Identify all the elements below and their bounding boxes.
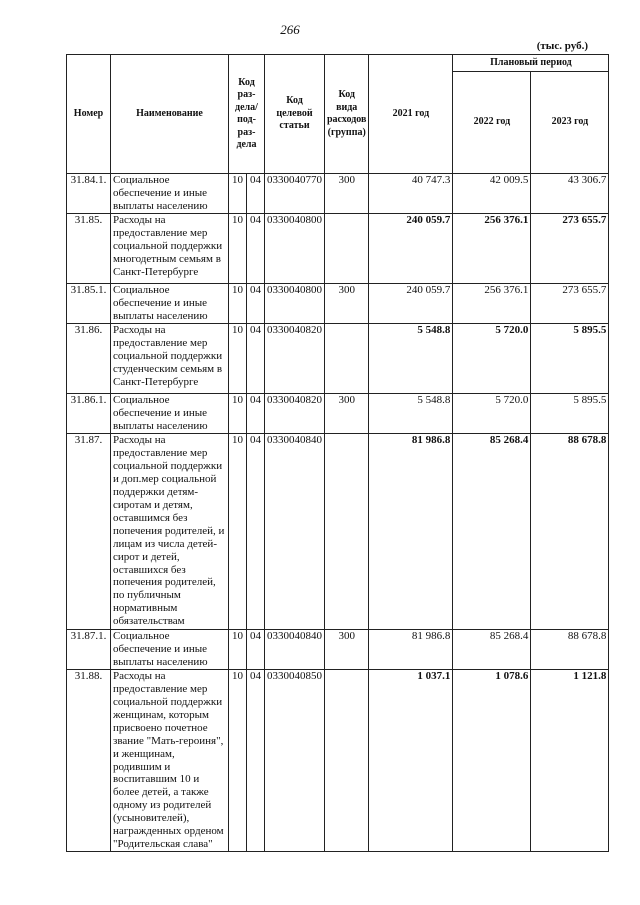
row-2021: 81 986.8 xyxy=(369,433,453,629)
row-kcs: 0330040770 xyxy=(265,174,325,214)
header-kvr: Код вида расходов (группа) xyxy=(325,55,369,174)
units-note: (тыс. руб.) xyxy=(536,40,588,52)
table-row xyxy=(67,393,609,433)
row-razdel: 10 xyxy=(229,433,247,629)
row-2022: 5 720.0 xyxy=(453,323,531,393)
row-kvr: 300 xyxy=(325,393,369,433)
row-number: 31.85. xyxy=(67,214,111,284)
row-2022: 1 078.6 xyxy=(453,669,531,852)
row-kcs: 0330040800 xyxy=(265,284,325,324)
row-2021: 1 037.1 xyxy=(369,669,453,852)
header-plan-period: Плановый период xyxy=(453,55,609,72)
row-razdel: 10 xyxy=(229,323,247,393)
row-kcs: 0330040840 xyxy=(265,629,325,669)
table-row xyxy=(67,669,609,852)
row-2021: 240 059.7 xyxy=(369,284,453,324)
header-razdel: Код раз-дела/ под-раз-дела xyxy=(229,55,265,174)
row-kcs: 0330040820 xyxy=(265,323,325,393)
row-kcs: 0330040840 xyxy=(265,433,325,629)
row-podrazdel: 04 xyxy=(247,433,265,629)
row-kcs: 0330040800 xyxy=(265,214,325,284)
row-2023: 273 655.7 xyxy=(531,214,609,284)
row-name: Социальное обеспечение и иные выплаты населению xyxy=(111,629,229,669)
row-podrazdel: 04 xyxy=(247,629,265,669)
row-number: 31.86.1. xyxy=(67,393,111,433)
table-row xyxy=(67,433,609,629)
row-podrazdel: 04 xyxy=(247,284,265,324)
row-number: 31.87. xyxy=(67,433,111,629)
row-2022: 42 009.5 xyxy=(453,174,531,214)
row-2023: 43 306.7 xyxy=(531,174,609,214)
row-2022: 5 720.0 xyxy=(453,393,531,433)
row-2022: 256 376.1 xyxy=(453,214,531,284)
table-row xyxy=(67,323,609,393)
row-name: Социальное обеспечение и иные выплаты населению xyxy=(111,284,229,324)
row-name: Расходы на предоставление мер социальной поддержки студенческим семьям в Санкт-Петербурге xyxy=(111,323,229,393)
row-name: Расходы на предоставление мер социальной поддержки женщинам, которым присвоено почетное звание "Мать-героиня", и женщинам, родившим и воспитавшим 10 и более детей, а также одному из родителей (усыновителей), награжденных орденом "Родительская слава" xyxy=(111,669,229,852)
row-podrazdel: 04 xyxy=(247,323,265,393)
header-name: Наименование xyxy=(111,55,229,174)
row-kvr xyxy=(325,669,369,852)
row-2022: 256 376.1 xyxy=(453,284,531,324)
row-kvr: 300 xyxy=(325,284,369,324)
row-razdel: 10 xyxy=(229,174,247,214)
table-row xyxy=(67,284,609,324)
row-razdel: 10 xyxy=(229,214,247,284)
row-podrazdel: 04 xyxy=(247,669,265,852)
row-kvr xyxy=(325,214,369,284)
header-row-1 xyxy=(67,55,609,72)
row-2023: 88 678.8 xyxy=(531,433,609,629)
row-razdel: 10 xyxy=(229,393,247,433)
row-2023: 5 895.5 xyxy=(531,393,609,433)
header-2022: 2022 год xyxy=(453,72,531,174)
row-2023: 88 678.8 xyxy=(531,629,609,669)
row-podrazdel: 04 xyxy=(247,214,265,284)
table-row xyxy=(67,214,609,284)
row-name: Расходы на предоставление мер социальной поддержки и доп.мер социальной поддержки детям-сиротам и детям, оставшимся без попечения родителей, и лицам из числа детей-сирот и детей, оставшихся без попечения родителей, по публичным нормативным обязательствам xyxy=(111,433,229,629)
row-2021: 40 747.3 xyxy=(369,174,453,214)
header-2023: 2023 год xyxy=(531,72,609,174)
header-kcs: Код целевой статьи xyxy=(265,55,325,174)
row-2023: 273 655.7 xyxy=(531,284,609,324)
row-name: Расходы на предоставление мер социальной поддержки многодетным семьям в Санкт-Петербурге xyxy=(111,214,229,284)
row-razdel: 10 xyxy=(229,629,247,669)
row-2021: 240 059.7 xyxy=(369,214,453,284)
row-number: 31.87.1. xyxy=(67,629,111,669)
row-2021: 5 548.8 xyxy=(369,393,453,433)
row-2021: 81 986.8 xyxy=(369,629,453,669)
row-razdel: 10 xyxy=(229,669,247,852)
row-2021: 5 548.8 xyxy=(369,323,453,393)
row-kvr xyxy=(325,433,369,629)
row-2023: 1 121.8 xyxy=(531,669,609,852)
row-name: Социальное обеспечение и иные выплаты населению xyxy=(111,174,229,214)
row-number: 31.84.1. xyxy=(67,174,111,214)
row-2022: 85 268.4 xyxy=(453,629,531,669)
row-name: Социальное обеспечение и иные выплаты населению xyxy=(111,393,229,433)
page-number: 266 xyxy=(280,22,300,37)
table-row xyxy=(67,629,609,669)
row-podrazdel: 04 xyxy=(247,174,265,214)
row-podrazdel: 04 xyxy=(247,393,265,433)
row-kcs: 0330040820 xyxy=(265,393,325,433)
row-kcs: 0330040850 xyxy=(265,669,325,852)
header-num: Номер xyxy=(67,55,111,174)
row-2023: 5 895.5 xyxy=(531,323,609,393)
row-kvr: 300 xyxy=(325,174,369,214)
row-kvr xyxy=(325,323,369,393)
row-number: 31.85.1. xyxy=(67,284,111,324)
budget-table xyxy=(66,54,609,852)
header-2021: 2021 год xyxy=(369,55,453,174)
row-number: 31.86. xyxy=(67,323,111,393)
row-razdel: 10 xyxy=(229,284,247,324)
table-row xyxy=(67,174,609,214)
row-kvr: 300 xyxy=(325,629,369,669)
row-number: 31.88. xyxy=(67,669,111,852)
row-2022: 85 268.4 xyxy=(453,433,531,629)
